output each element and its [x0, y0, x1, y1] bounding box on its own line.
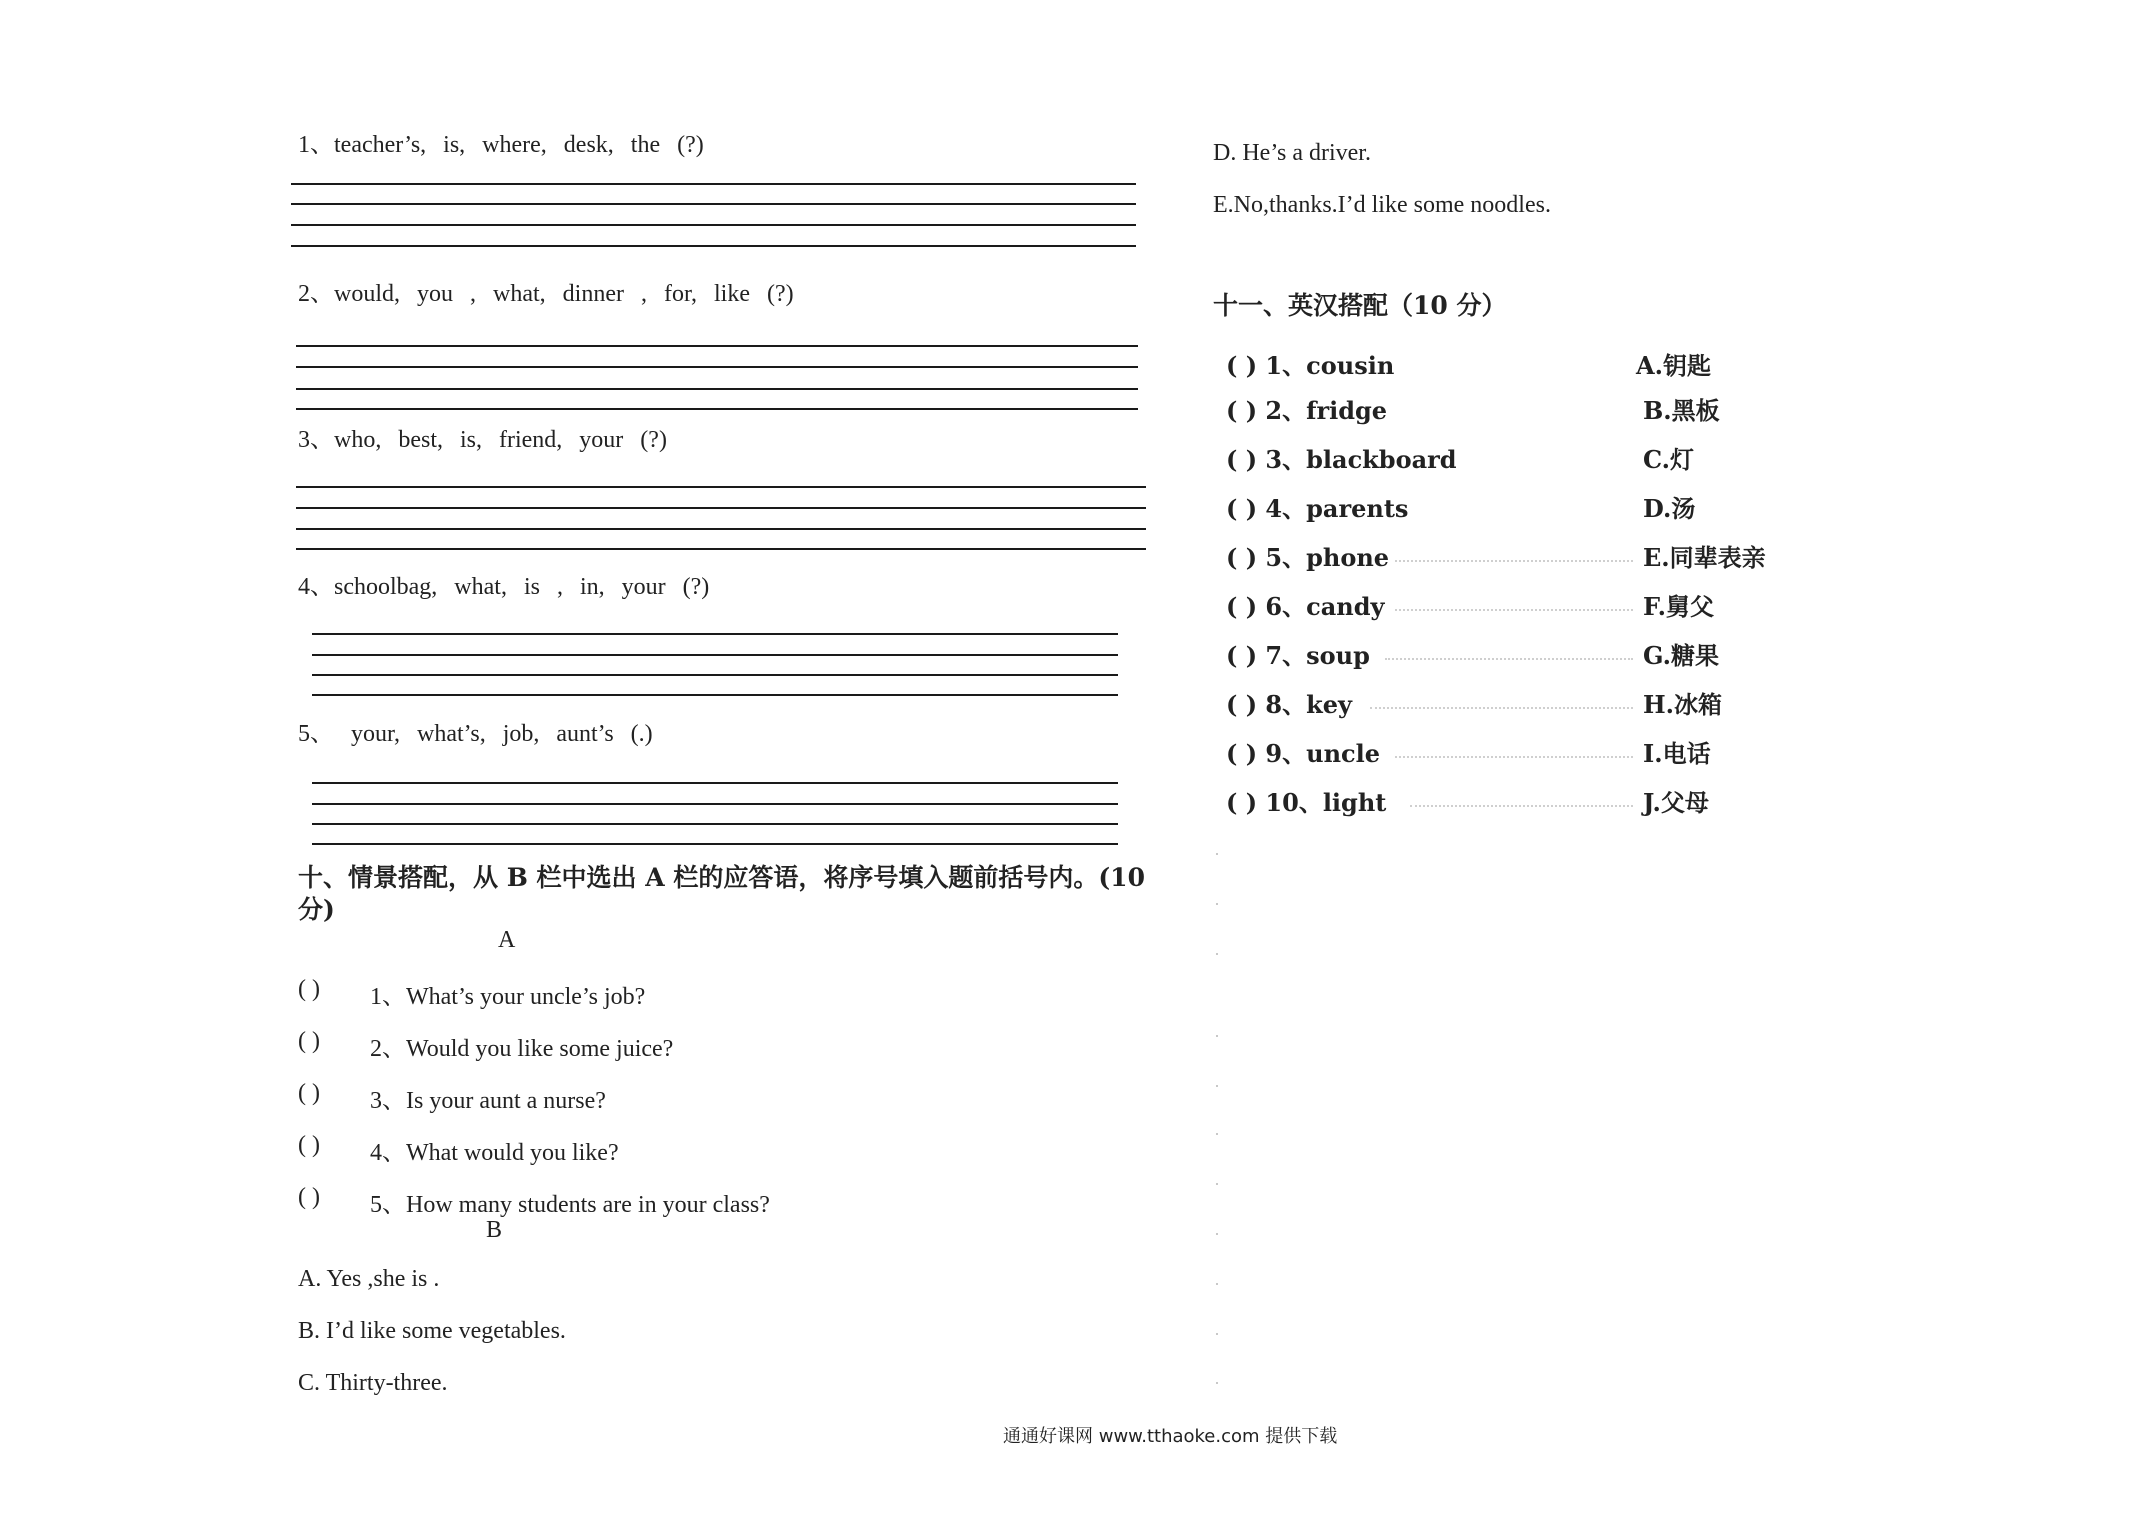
answer-bracket[interactable]: ( ) [298, 976, 320, 1002]
section-title: 十、情景搭配，从 B 栏中选出 A 栏的应答语，将序号填入题前括号内。(10 [298, 863, 1145, 892]
matching-question: 1、What’s your uncle’s job? [370, 984, 646, 1010]
answer-line [312, 782, 1118, 784]
speck [1216, 953, 1218, 955]
match-row-right: J.父母 [1643, 788, 1709, 817]
match-row-left: ( ) 2、fridge [1226, 396, 1388, 425]
match-row-right: I.电话 [1643, 739, 1711, 768]
answer-line [312, 654, 1118, 656]
matching-question: 2、Would you like some juice? [370, 1036, 674, 1062]
response-option: C. Thirty-three. [298, 1370, 448, 1396]
match-row-right: H.冰箱 [1643, 690, 1723, 719]
response-option: E.No,thanks.I’d like some noodles. [1213, 192, 1551, 218]
match-row-left: ( ) 5、phone [1226, 543, 1390, 572]
speck [1216, 1035, 1218, 1037]
speck [1216, 1233, 1218, 1235]
dotted-leader [1395, 560, 1633, 562]
match-row-left: ( ) 8、key [1226, 690, 1352, 719]
answer-bracket[interactable]: ( ) [298, 1080, 320, 1106]
answer-line [296, 345, 1138, 347]
section-title: 十一、英汉搭配（10 分） [1213, 291, 1507, 320]
dotted-leader [1385, 658, 1633, 660]
speck [1216, 1085, 1218, 1087]
match-row-right: F.舅父 [1643, 592, 1714, 621]
match-row-right: C.灯 [1643, 445, 1695, 474]
match-row-left: ( ) 3、blackboard [1226, 445, 1457, 474]
answer-bracket[interactable]: ( ) [298, 1184, 320, 1210]
answer-line [312, 633, 1118, 635]
response-option: D. He’s a driver. [1213, 140, 1371, 166]
column-b-label: B [486, 1217, 503, 1243]
speck [1216, 1333, 1218, 1335]
rearrange-question-1: 1、teacher’s, is, where, desk, the (?) [298, 132, 704, 158]
matching-question: 3、Is your aunt a nurse? [370, 1088, 606, 1114]
speck [1216, 1183, 1218, 1185]
answer-bracket[interactable]: ( ) [298, 1028, 320, 1054]
answer-line [312, 694, 1118, 696]
answer-bracket[interactable]: ( ) [298, 1132, 320, 1158]
match-row-right: D.汤 [1643, 494, 1696, 523]
answer-line [296, 486, 1146, 488]
answer-line [291, 183, 1136, 185]
answer-line [291, 245, 1136, 247]
answer-line [312, 843, 1118, 845]
answer-line [296, 548, 1146, 550]
section-title-continued: 分) [298, 895, 335, 924]
speck [1216, 1382, 1218, 1384]
match-row-left: ( ) 10、light [1226, 788, 1387, 817]
speck [1216, 853, 1218, 855]
column-a-label: A [498, 927, 516, 953]
answer-line [312, 823, 1118, 825]
matching-question: 5、How many students are in your class? [370, 1192, 770, 1218]
rearrange-question-2: 2、would, you , what, dinner , for, like (?) [298, 281, 794, 307]
speck [1216, 1133, 1218, 1135]
dotted-leader [1395, 609, 1633, 611]
dotted-leader [1410, 805, 1633, 807]
dotted-leader [1370, 707, 1633, 709]
rearrange-question-4: 4、schoolbag, what, is , in, your (?) [298, 574, 710, 600]
match-row-left: ( ) 7、soup [1226, 641, 1370, 670]
answer-line [291, 203, 1136, 205]
match-row-right: G.糖果 [1643, 641, 1719, 670]
answer-line [296, 507, 1146, 509]
match-row-left: ( ) 6、candy [1226, 592, 1385, 621]
answer-line [312, 674, 1118, 676]
response-option: B. I’d like some vegetables. [298, 1318, 566, 1344]
match-row-left: ( ) 4、parents [1226, 494, 1409, 523]
answer-line [296, 408, 1138, 410]
footer-source: 通通好课网 www.tthaoke.com 提供下载 [1003, 1426, 1338, 1447]
match-row-right: A.钥匙 [1636, 351, 1711, 380]
match-row-right: B.黑板 [1643, 396, 1720, 425]
answer-line [296, 528, 1146, 530]
match-row-left: ( ) 9、uncle [1226, 739, 1381, 768]
dotted-leader [1395, 756, 1633, 758]
rearrange-question-3: 3、who, best, is, friend, your (?) [298, 427, 667, 453]
match-row-right: E.同辈表亲 [1643, 543, 1766, 572]
match-row-left: ( ) 1、cousin [1226, 351, 1395, 380]
response-option: A. Yes ,she is . [298, 1266, 440, 1292]
answer-line [312, 803, 1118, 805]
answer-line [296, 388, 1138, 390]
rearrange-question-5: 5、 your, what’s, job, aunt’s (.) [298, 721, 653, 747]
speck [1216, 1283, 1218, 1285]
matching-question: 4、What would you like? [370, 1140, 619, 1166]
answer-line [291, 224, 1136, 226]
answer-line [296, 366, 1138, 368]
speck [1216, 903, 1218, 905]
